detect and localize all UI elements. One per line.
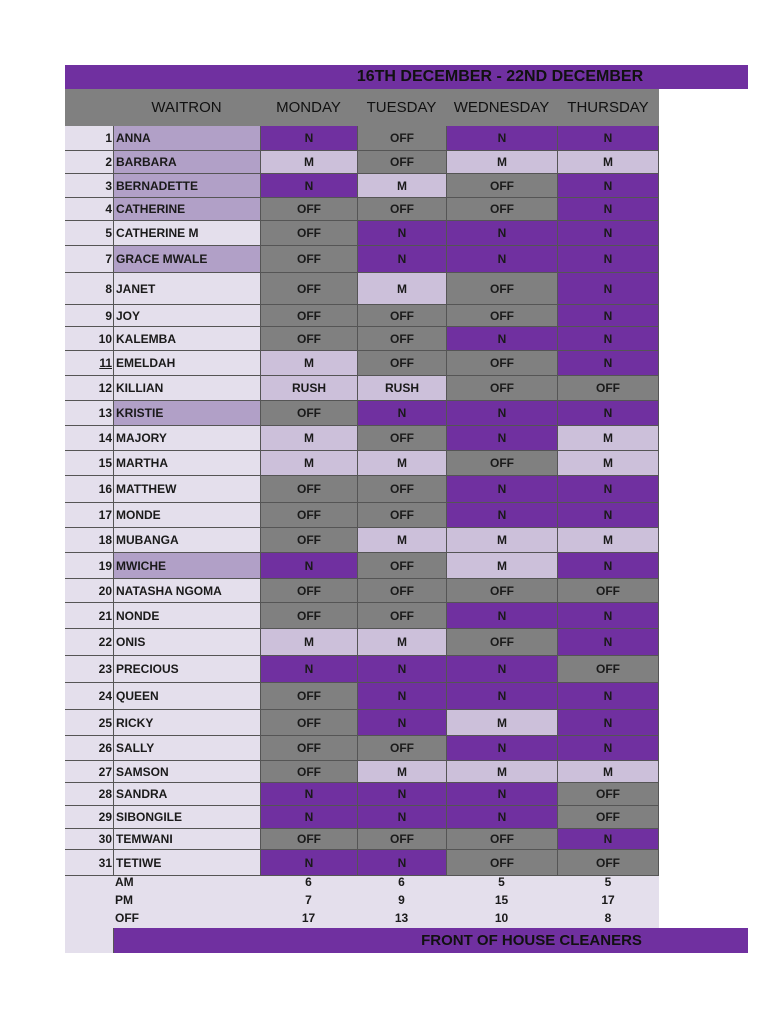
- waitron-name: MAJORY: [113, 426, 260, 451]
- shift-cell: N: [557, 246, 659, 273]
- shift-cell: OFF: [357, 426, 446, 451]
- waitron-name: RICKY: [113, 710, 260, 736]
- row-number: 14: [65, 426, 113, 451]
- shift-cell: M: [446, 553, 557, 579]
- row-number: 25: [65, 710, 113, 736]
- shift-cell: N: [557, 198, 659, 221]
- shift-cell: OFF: [357, 126, 446, 151]
- roster-title: 16TH DECEMBER - 22ND DECEMBER: [356, 68, 644, 85]
- shift-cell: N: [357, 850, 446, 876]
- waitron-name: TEMWANI: [113, 829, 260, 850]
- waitron-name: KRISTIE: [113, 401, 260, 426]
- shift-cell: OFF: [357, 327, 446, 351]
- shift-cell: OFF: [357, 553, 446, 579]
- shift-cell: OFF: [557, 806, 659, 829]
- shift-cell: N: [557, 305, 659, 327]
- waitron-name: SIBONGILE: [113, 806, 260, 829]
- shift-cell: OFF: [446, 451, 557, 476]
- shift-cell: OFF: [260, 273, 357, 305]
- header-row: [65, 89, 113, 126]
- shift-cell: OFF: [260, 528, 357, 553]
- shift-cell: OFF: [357, 603, 446, 629]
- summary-value: 5: [604, 875, 612, 889]
- row-number: 23: [65, 656, 113, 683]
- summary-label: AM: [115, 875, 134, 889]
- summary-pale-left: [65, 928, 113, 953]
- shift-cell: N: [557, 476, 659, 503]
- waitron-name: KILLIAN: [113, 376, 260, 401]
- row-number: 11: [65, 351, 113, 376]
- shift-cell: OFF: [446, 850, 557, 876]
- shift-cell: N: [357, 221, 446, 246]
- shift-cell: OFF: [446, 305, 557, 327]
- row-number: 29: [65, 806, 113, 829]
- shift-cell: OFF: [357, 151, 446, 174]
- shift-cell: M: [260, 351, 357, 376]
- row-number: 24: [65, 683, 113, 710]
- shift-cell: OFF: [260, 603, 357, 629]
- shift-cell: N: [446, 426, 557, 451]
- shift-cell: OFF: [446, 273, 557, 305]
- summary-label: PM: [115, 893, 133, 907]
- shift-cell: N: [446, 503, 557, 528]
- shift-cell: N: [357, 683, 446, 710]
- header-waitron: WAITRON: [113, 89, 260, 126]
- summary-value: 6: [305, 875, 312, 889]
- shift-cell: N: [446, 126, 557, 151]
- summary-label: OFF: [115, 911, 139, 925]
- header-wednesday: WEDNESDAY: [446, 89, 557, 126]
- shift-cell: N: [446, 656, 557, 683]
- shift-cell: N: [557, 327, 659, 351]
- row-number: 16: [65, 476, 113, 503]
- summary-value: 8: [604, 911, 612, 925]
- waitron-name: GRACE MWALE: [113, 246, 260, 273]
- footer-label: FRONT OF HOUSE CLEANERS: [421, 932, 642, 949]
- row-number: 4: [65, 198, 113, 221]
- footer-bar: [113, 928, 748, 953]
- summary-value: 17: [301, 911, 316, 925]
- shift-cell: M: [260, 151, 357, 174]
- shift-cell: OFF: [260, 829, 357, 850]
- shift-cell: N: [557, 503, 659, 528]
- shift-cell: N: [260, 126, 357, 151]
- summary-value: 13: [394, 911, 409, 925]
- row-number: 19: [65, 553, 113, 579]
- row-number: 17: [65, 503, 113, 528]
- shift-cell: N: [260, 806, 357, 829]
- shift-cell: N: [260, 174, 357, 198]
- row-number: 30: [65, 829, 113, 850]
- shift-cell: OFF: [357, 503, 446, 528]
- row-number: 8: [65, 273, 113, 305]
- row-number: 21: [65, 603, 113, 629]
- row-number: 1: [65, 126, 113, 151]
- shift-cell: M: [260, 426, 357, 451]
- shift-cell: N: [446, 603, 557, 629]
- shift-cell: N: [557, 683, 659, 710]
- summary-value: 15: [494, 893, 509, 907]
- roster-title-bar: [65, 65, 748, 89]
- shift-cell: OFF: [357, 305, 446, 327]
- shift-cell: M: [557, 426, 659, 451]
- shift-cell: M: [357, 761, 446, 783]
- shift-cell: OFF: [357, 351, 446, 376]
- shift-cell: N: [357, 246, 446, 273]
- row-number: 31: [65, 850, 113, 876]
- waitron-name: MATTHEW: [113, 476, 260, 503]
- shift-cell: OFF: [260, 327, 357, 351]
- summary-value: 7: [305, 893, 312, 907]
- shift-cell: OFF: [557, 579, 659, 603]
- shift-cell: N: [357, 401, 446, 426]
- waitron-name: SAMSON: [113, 761, 260, 783]
- waitron-name: ANNA: [113, 126, 260, 151]
- row-number: 20: [65, 579, 113, 603]
- shift-cell: OFF: [557, 656, 659, 683]
- summary-value: 17: [601, 893, 615, 907]
- row-number: 27: [65, 761, 113, 783]
- shift-cell: OFF: [446, 198, 557, 221]
- row-number: 28: [65, 783, 113, 806]
- shift-cell: OFF: [260, 761, 357, 783]
- row-number: 13: [65, 401, 113, 426]
- waitron-name: MARTHA: [113, 451, 260, 476]
- shift-cell: OFF: [260, 736, 357, 761]
- shift-cell: OFF: [260, 401, 357, 426]
- waitron-name: SANDRA: [113, 783, 260, 806]
- shift-cell: M: [446, 761, 557, 783]
- shift-cell: N: [557, 221, 659, 246]
- shift-cell: N: [260, 850, 357, 876]
- summary-value: 10: [494, 911, 509, 925]
- row-number: 15: [65, 451, 113, 476]
- header-monday: MONDAY: [260, 89, 357, 126]
- waitron-name: ONIS: [113, 629, 260, 656]
- shift-cell: N: [260, 553, 357, 579]
- shift-cell: N: [446, 246, 557, 273]
- shift-cell: M: [446, 151, 557, 174]
- shift-cell: OFF: [557, 376, 659, 401]
- row-number: 22: [65, 629, 113, 656]
- shift-cell: OFF: [260, 198, 357, 221]
- shift-cell: OFF: [357, 476, 446, 503]
- summary-value: 9: [398, 893, 405, 907]
- shift-cell: N: [446, 476, 557, 503]
- waitron-name: KALEMBA: [113, 327, 260, 351]
- shift-cell: N: [357, 783, 446, 806]
- shift-cell: N: [260, 656, 357, 683]
- waitron-name: JOY: [113, 305, 260, 327]
- waitron-name: MONDE: [113, 503, 260, 528]
- shift-cell: M: [446, 528, 557, 553]
- waitron-name: NATASHA NGOMA: [113, 579, 260, 603]
- shift-cell: N: [446, 401, 557, 426]
- shift-cell: OFF: [357, 579, 446, 603]
- waitron-name: JANET: [113, 273, 260, 305]
- shift-cell: N: [557, 174, 659, 198]
- shift-cell: OFF: [446, 376, 557, 401]
- shift-cell: N: [557, 126, 659, 151]
- shift-cell: N: [557, 603, 659, 629]
- shift-cell: OFF: [557, 850, 659, 876]
- shift-cell: N: [446, 806, 557, 829]
- shift-cell: N: [357, 710, 446, 736]
- row-number: 10: [65, 327, 113, 351]
- row-number: 2: [65, 151, 113, 174]
- shift-cell: OFF: [260, 710, 357, 736]
- shift-cell: M: [557, 761, 659, 783]
- shift-cell: N: [446, 221, 557, 246]
- shift-cell: N: [557, 829, 659, 850]
- shift-cell: N: [557, 710, 659, 736]
- shift-cell: OFF: [260, 246, 357, 273]
- shift-cell: M: [260, 629, 357, 656]
- waitron-name: QUEEN: [113, 683, 260, 710]
- waitron-name: BARBARA: [113, 151, 260, 174]
- summary-value: 5: [498, 875, 505, 889]
- shift-cell: RUSH: [260, 376, 357, 401]
- row-number: 9: [65, 305, 113, 327]
- shift-cell: OFF: [260, 683, 357, 710]
- shift-cell: OFF: [357, 736, 446, 761]
- shift-cell: OFF: [260, 503, 357, 528]
- waitron-name: BERNADETTE: [113, 174, 260, 198]
- shift-cell: M: [357, 273, 446, 305]
- waitron-name: PRECIOUS: [113, 656, 260, 683]
- waitron-name: MUBANGA: [113, 528, 260, 553]
- shift-cell: N: [446, 327, 557, 351]
- shift-cell: OFF: [446, 351, 557, 376]
- header-tuesday: TUESDAY: [357, 89, 446, 126]
- row-number: 26: [65, 736, 113, 761]
- shift-cell: N: [557, 401, 659, 426]
- row-number: 12: [65, 376, 113, 401]
- shift-cell: N: [557, 351, 659, 376]
- shift-cell: OFF: [357, 829, 446, 850]
- shift-cell: N: [557, 273, 659, 305]
- waitron-name: EMELDAH: [113, 351, 260, 376]
- shift-cell: OFF: [260, 305, 357, 327]
- shift-cell: N: [357, 656, 446, 683]
- row-number: 7: [65, 246, 113, 273]
- waitron-name: TETIWE: [113, 850, 260, 876]
- shift-cell: OFF: [260, 579, 357, 603]
- shift-cell: N: [557, 736, 659, 761]
- shift-cell: OFF: [446, 629, 557, 656]
- row-number: 18: [65, 528, 113, 553]
- shift-cell: OFF: [446, 579, 557, 603]
- shift-cell: OFF: [446, 174, 557, 198]
- shift-cell: M: [357, 629, 446, 656]
- shift-cell: M: [357, 174, 446, 198]
- shift-cell: N: [260, 783, 357, 806]
- header-thursday: THURSDAY: [557, 89, 659, 126]
- shift-cell: RUSH: [357, 376, 446, 401]
- shift-cell: M: [357, 451, 446, 476]
- waitron-name: MWICHE: [113, 553, 260, 579]
- shift-cell: OFF: [446, 829, 557, 850]
- shift-cell: N: [357, 806, 446, 829]
- waitron-name: NONDE: [113, 603, 260, 629]
- shift-cell: N: [446, 683, 557, 710]
- shift-cell: M: [357, 528, 446, 553]
- waitron-name: SALLY: [113, 736, 260, 761]
- shift-cell: N: [557, 629, 659, 656]
- shift-cell: OFF: [260, 476, 357, 503]
- row-number: 3: [65, 174, 113, 198]
- shift-cell: N: [557, 553, 659, 579]
- summary-value: 6: [398, 875, 405, 889]
- shift-cell: M: [557, 151, 659, 174]
- shift-cell: N: [446, 783, 557, 806]
- shift-cell: OFF: [557, 783, 659, 806]
- shift-cell: OFF: [260, 221, 357, 246]
- shift-cell: OFF: [357, 198, 446, 221]
- shift-cell: N: [446, 736, 557, 761]
- shift-cell: M: [557, 451, 659, 476]
- waitron-name: CATHERINE M: [113, 221, 260, 246]
- shift-cell: M: [557, 528, 659, 553]
- shift-cell: M: [446, 710, 557, 736]
- row-number: 5: [65, 221, 113, 246]
- shift-cell: M: [260, 451, 357, 476]
- waitron-name: CATHERINE: [113, 198, 260, 221]
